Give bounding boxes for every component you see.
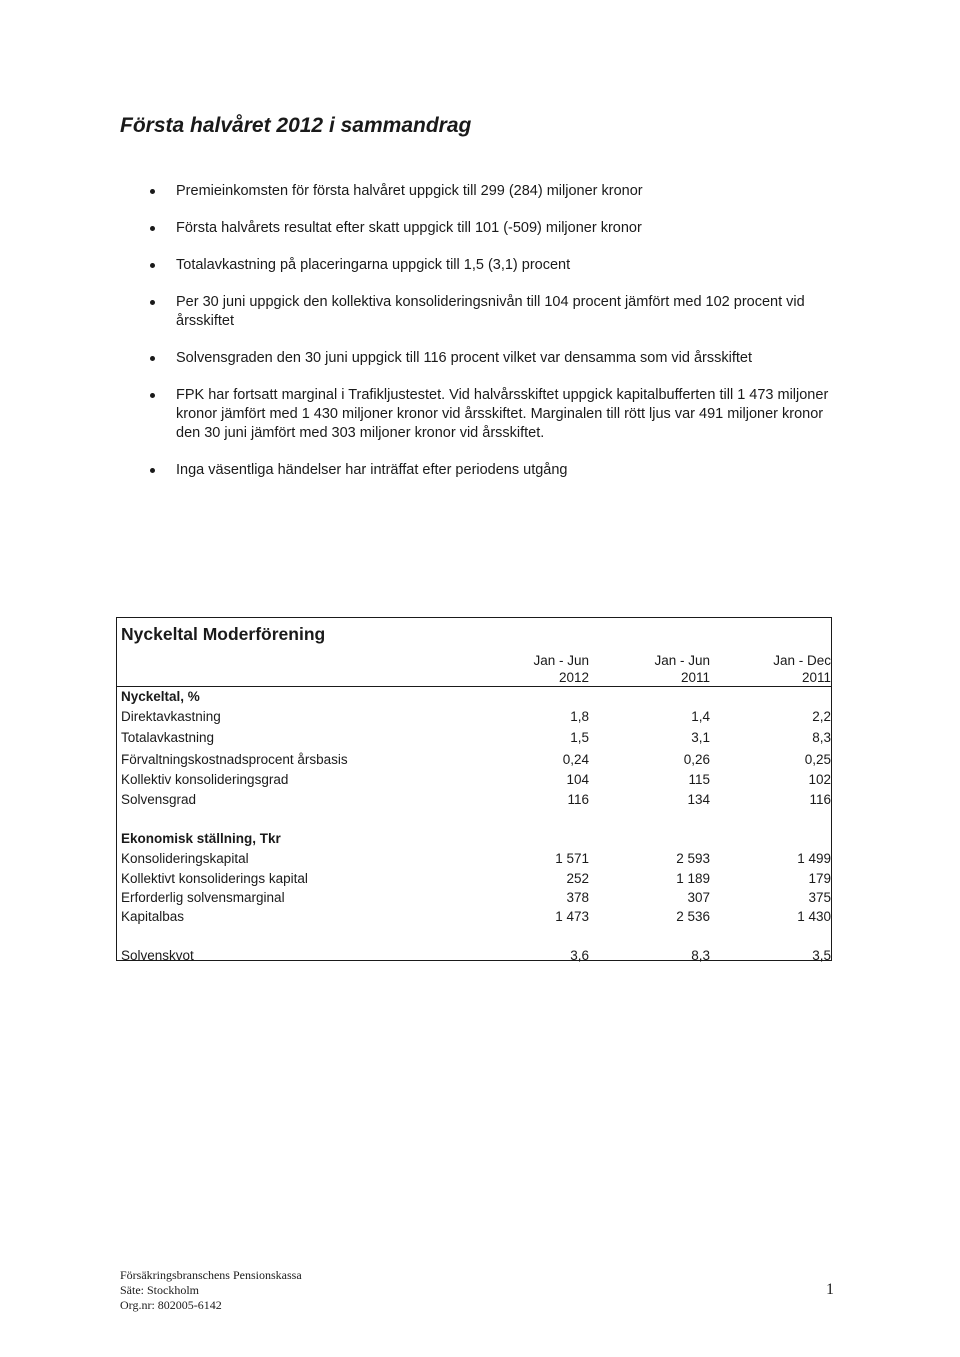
column-year: 2011 bbox=[680, 670, 710, 685]
column-header-jan-jun-2011 bbox=[620, 652, 710, 686]
table-row-solvenskvot bbox=[121, 946, 831, 965]
kpi-table bbox=[116, 617, 832, 961]
list-item: Första halvårets resultat efter skatt uppgick till 101 (-509) miljoner kronor bbox=[150, 219, 850, 238]
row-label: Solvensgrad bbox=[121, 792, 197, 807]
section-label: Ekonomisk ställning, Tkr bbox=[121, 831, 281, 846]
row-label: Kapitalbas bbox=[121, 909, 185, 924]
row-label: Kollektiv konsolideringsgrad bbox=[121, 772, 289, 787]
cell-value: 102 bbox=[808, 772, 831, 787]
table-row bbox=[121, 888, 831, 907]
page-title: Första halvåret 2012 i sammandrag bbox=[120, 114, 472, 137]
cell-value: 0,26 bbox=[683, 752, 710, 767]
list-item: Inga väsentliga händelser har inträffat efter periodens utgång bbox=[150, 461, 850, 480]
summary-list bbox=[150, 182, 850, 498]
cell-value: 1 189 bbox=[676, 871, 710, 886]
column-period: Jan - Jun bbox=[654, 653, 710, 668]
column-header-jan-dec-2011 bbox=[741, 652, 831, 686]
cell-value: 115 bbox=[688, 772, 710, 787]
cell-value: 3,5 bbox=[812, 948, 831, 963]
column-period: Jan - Dec bbox=[773, 653, 831, 668]
cell-value: 116 bbox=[809, 792, 831, 807]
footer-company: Försäkringsbranschens Pensionskassa bbox=[120, 1268, 302, 1282]
section-heading-nyckeltal bbox=[121, 687, 831, 706]
cell-value: 3,6 bbox=[570, 948, 589, 963]
list-item: Solvensgraden den 30 juni uppgick till 116 procent vilket var densamma som vid årsskiftet bbox=[150, 349, 850, 368]
cell-value: 8,3 bbox=[812, 730, 831, 745]
cell-value: 1 430 bbox=[797, 909, 831, 924]
row-label: Solvenskvot bbox=[121, 948, 194, 963]
footer-seat: Säte: Stockholm bbox=[120, 1283, 199, 1297]
row-label: Förvaltningskostnadsprocent årsbasis bbox=[121, 752, 348, 767]
column-year: 2011 bbox=[801, 670, 831, 685]
footer bbox=[120, 1268, 302, 1313]
cell-value: 2 593 bbox=[676, 851, 710, 866]
cell-value: 0,24 bbox=[562, 752, 589, 767]
table-row bbox=[121, 907, 831, 926]
cell-value: 307 bbox=[687, 890, 710, 905]
table-row bbox=[121, 790, 831, 809]
list-item: FPK har fortsatt marginal i Trafikljustestet. Vid halvårsskiftet uppgick kapitalbufferten till 1 473 miljoner kronor jämfört med 1 430 miljoner kronor vid årsskiftet. Marginalen till rött ljus var 491 miljoner kronor den 30 juni jämfört med 303 miljoner kronor vid årsskiftet. bbox=[150, 386, 850, 443]
cell-value: 179 bbox=[808, 871, 831, 886]
cell-value: 1 473 bbox=[555, 909, 589, 924]
column-header-jan-jun-2012 bbox=[499, 652, 589, 686]
column-year: 2012 bbox=[558, 670, 589, 685]
cell-value: 1 571 bbox=[555, 851, 589, 866]
page-number: 1 bbox=[826, 1281, 834, 1298]
table-row bbox=[121, 707, 831, 726]
cell-value: 1,8 bbox=[570, 709, 589, 724]
section-label: Nyckeltal, % bbox=[121, 689, 200, 704]
row-label: Erforderlig solvensmarginal bbox=[121, 890, 285, 905]
cell-value: 252 bbox=[566, 871, 589, 886]
cell-value: 378 bbox=[566, 890, 589, 905]
cell-value: 1 499 bbox=[797, 851, 831, 866]
footer-org-number: Org.nr: 802005-6142 bbox=[120, 1298, 222, 1312]
row-label: Totalavkastning bbox=[121, 730, 215, 745]
cell-value: 375 bbox=[808, 890, 831, 905]
table-title: Nyckeltal Moderförening bbox=[121, 624, 326, 644]
table-row bbox=[121, 728, 831, 747]
row-label: Direktavkastning bbox=[121, 709, 221, 724]
cell-value: 116 bbox=[567, 792, 589, 807]
row-label: Konsolideringskapital bbox=[121, 851, 249, 866]
cell-value: 104 bbox=[566, 772, 589, 787]
list-item: Premieinkomsten för första halvåret uppgick till 299 (284) miljoner kronor bbox=[150, 182, 850, 201]
table-row bbox=[121, 849, 831, 868]
cell-value: 1,5 bbox=[570, 730, 589, 745]
cell-value: 2,2 bbox=[812, 709, 831, 724]
column-period: Jan - Jun bbox=[533, 653, 589, 668]
cell-value: 8,3 bbox=[691, 948, 710, 963]
table-row bbox=[121, 770, 831, 789]
table-row bbox=[121, 869, 831, 888]
cell-value: 134 bbox=[687, 792, 710, 807]
cell-value: 2 536 bbox=[676, 909, 710, 924]
list-item: Per 30 juni uppgick den kollektiva konsolideringsnivån till 104 procent jämfört med 102 procent vid årsskiftet bbox=[150, 293, 850, 331]
cell-value: 3,1 bbox=[691, 730, 710, 745]
row-label: Kollektivt konsoliderings kapital bbox=[121, 871, 308, 886]
section-heading-ekonomisk-stallning bbox=[121, 829, 831, 848]
table-row bbox=[121, 750, 831, 769]
cell-value: 0,25 bbox=[804, 752, 831, 767]
cell-value: 1,4 bbox=[691, 709, 710, 724]
list-item: Totalavkastning på placeringarna uppgick till 1,5 (3,1) procent bbox=[150, 256, 850, 275]
